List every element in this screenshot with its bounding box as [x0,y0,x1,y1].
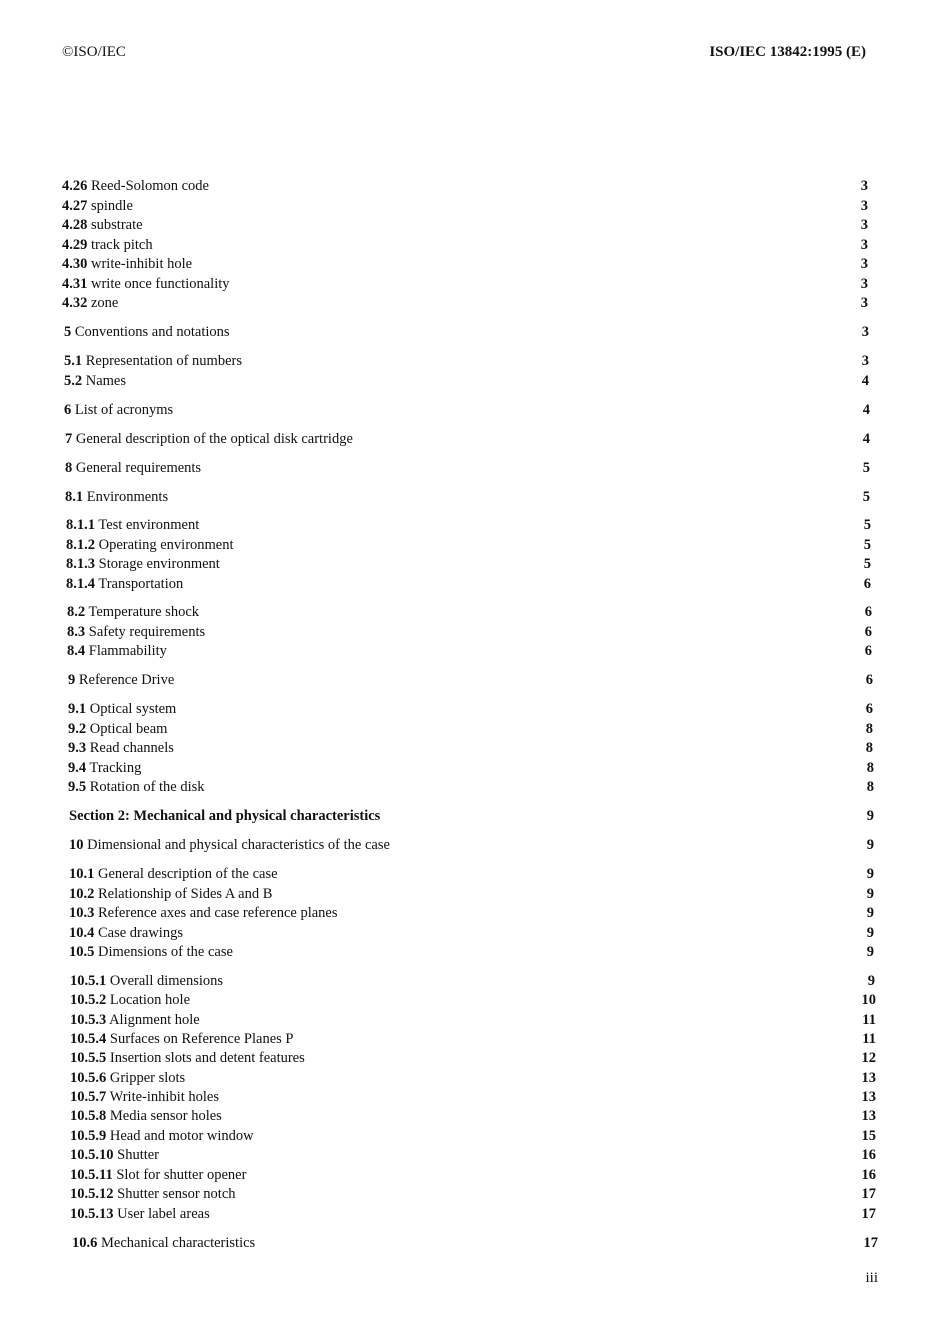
toc-entry-page: 9 [866,808,874,824]
toc-entry-label [67,622,205,642]
toc-entry-number: 10.5.1 [70,973,107,989]
toc-entry-title: General requirements [75,460,202,476]
toc-entry-title: Case drawings [98,925,183,941]
toc-entry-page: 6 [864,643,872,659]
toc-entry-label [69,864,278,884]
toc-entry-page: 3 [860,276,868,292]
toc-entry[interactable] [0,835,950,855]
toc-entry-page: 6 [865,672,873,688]
toc-entry-page: 13 [861,1108,876,1124]
toc-entry-page: 4 [862,402,870,418]
toc-entry-title: Tracking [89,760,142,776]
toc-entry-label [66,574,183,594]
toc-entry[interactable] [0,1184,950,1204]
header-org: ISO/IEC [73,44,126,60]
toc-entry-label [69,835,390,855]
toc-entry-page: 13 [861,1089,876,1105]
copyright-symbol: © [62,44,74,60]
toc-entry-label [68,758,141,778]
toc-entry-number: 8.3 [67,624,86,640]
toc-entry[interactable] [0,235,950,255]
toc-entry[interactable] [0,322,950,342]
toc-entry-page: 5 [863,517,871,533]
toc-entry[interactable] [0,1145,950,1165]
toc-entry-page: 13 [861,1070,876,1086]
toc-entry-label [67,602,199,622]
toc-entry-title: Surfaces on Reference Planes P [109,1031,294,1047]
toc-entry-number: 9.2 [68,721,87,737]
toc-entry-title: Location hole [109,992,191,1008]
toc-entry[interactable] [0,400,950,420]
toc-entry-label [70,1087,219,1107]
toc-entry-title: write-inhibit hole [91,256,193,272]
toc-entry-page: 11 [862,1031,876,1047]
toc-entry-label [72,1233,255,1253]
toc-entry-label [70,1165,246,1185]
toc-entry-number: 10.5.7 [70,1089,107,1105]
toc-entry-number: 8.4 [67,643,86,659]
toc-entry-number: 10.5.13 [70,1206,114,1222]
toc-entry-number: 8.1.4 [66,576,95,592]
toc-entry[interactable] [0,806,950,826]
toc-entry-label [67,641,167,661]
toc-entry[interactable] [0,371,950,391]
toc-entry-page: 16 [861,1167,876,1183]
toc-entry-title: Operating environment [98,537,234,553]
toc-entry-number: 8.1 [65,489,84,505]
toc-entry-label [70,1106,222,1126]
toc-entry-label [70,1029,293,1049]
toc-entry-page: 3 [861,324,869,340]
toc-entry-number: 9.1 [68,701,87,717]
toc-entry-page: 6 [864,604,872,620]
toc-entry-page: 12 [861,1050,876,1066]
toc-entry-number: 10.2 [69,886,95,902]
toc-entry-title: Dimensional and physical characteristics of the case [87,837,390,853]
toc-entry-label [70,1048,305,1068]
toc-entry-number: 10.1 [69,866,95,882]
toc-entry-title: General description of the optical disk cartridge [75,431,353,447]
toc-entry-title: Conventions and notations [74,324,230,340]
toc-entry-title: Insertion slots and detent features [109,1050,305,1066]
toc-entry[interactable] [0,351,950,371]
toc-entry-page: 3 [860,295,868,311]
toc-entry-number: 10.5.10 [70,1147,114,1163]
toc-entry-label [69,806,380,826]
toc-entry[interactable] [0,699,950,719]
toc-entry-page: 3 [860,237,868,253]
toc-entry-title: Shutter sensor notch [117,1186,236,1202]
toc-entry-label [62,274,230,294]
toc-entry-page: 3 [860,198,868,214]
toc-entry[interactable] [0,1204,950,1224]
toc-entry-number: 5.2 [64,373,83,389]
toc-entry-label [64,400,173,420]
toc-entry[interactable] [0,274,950,294]
toc-entry-number: 10.5.3 [70,1012,107,1028]
toc-entry-title: Head and motor window [109,1128,254,1144]
toc-entry-title: spindle [91,198,133,214]
toc-entry-page: 8 [865,740,873,756]
toc-entry-title: Gripper slots [109,1070,186,1086]
toc-entry-page: 16 [861,1147,876,1163]
toc-entry-number: 4.31 [62,276,88,292]
toc-entry-number: 4.30 [62,256,88,272]
toc-entry-page: 15 [861,1128,876,1144]
toc-entry[interactable] [0,884,950,904]
toc-entry-number: 5.1 [64,353,83,369]
toc-entry-label [70,1184,236,1204]
toc-entry-title: General description of the case [98,866,278,882]
toc-entry[interactable] [0,176,950,196]
toc-entry-title: Relationship of Sides A and B [98,886,273,902]
toc-entry-number: 8 [65,460,73,476]
toc-entry-title: Rotation of the disk [89,779,205,795]
toc-entry-title: List of acronyms [74,402,174,418]
header-left [62,44,126,61]
toc-entry-label [68,670,174,690]
toc-entry[interactable] [0,670,950,690]
toc-entry[interactable] [0,864,950,884]
header-standard-id: ISO/IEC 13842:1995 (E) [709,44,866,60]
toc-entry-label [69,942,233,962]
toc-entry-label [65,458,201,478]
toc-entry-page: 8 [866,760,874,776]
toc-entry-label [66,554,220,574]
toc-entry-page: 10 [861,992,876,1008]
toc-entry-number: 9.5 [68,779,87,795]
toc-entry-number: 10.5.9 [70,1128,107,1144]
toc-entry-label [69,923,183,943]
toc-entry-title: Shutter [117,1147,160,1163]
toc-entry-page: 9 [866,866,874,882]
toc-entry-title: Safety requirements [88,624,206,640]
toc-entry-title: zone [91,295,119,311]
toc-entry-label [64,371,126,391]
toc-entry-title: Dimensions of the case [98,944,233,960]
toc-entry-number: 10.5.8 [70,1108,107,1124]
toc-entry-number: 4.28 [62,217,88,233]
toc-entry[interactable] [0,1165,950,1185]
toc-entry-page: 8 [866,779,874,795]
toc-entry-label [68,719,167,739]
toc-entry-label [65,429,353,449]
toc-entry-page: 5 [862,489,870,505]
page-number: iii [865,1270,878,1286]
toc-entry-label [70,971,223,991]
toc-entry-number: 4.27 [62,198,88,214]
toc-entry-page: 4 [861,373,869,389]
toc-entry-label [70,990,190,1010]
toc-entry-label [62,293,118,313]
toc-entry-number: 4.29 [62,237,88,253]
toc-entry-number: 10.5.6 [70,1070,107,1086]
toc-entry-number: 10 [69,837,84,853]
toc-entry-label [62,254,192,274]
toc-entry-label [70,1010,200,1030]
toc-entry-label [68,777,205,797]
toc-entry-page: 5 [863,537,871,553]
toc-entry[interactable] [0,429,950,449]
toc-entry-page: 11 [862,1012,876,1028]
toc-entry-title: Storage environment [98,556,220,572]
toc-entry-page: 3 [860,217,868,233]
toc-entry[interactable] [0,641,950,661]
toc-entry[interactable] [0,1010,950,1030]
toc-entry[interactable] [0,602,950,622]
toc-entry[interactable] [0,777,950,797]
toc-entry-page: 3 [861,353,869,369]
toc-entry-number: 9.4 [68,760,87,776]
toc-entry-label [70,1126,254,1146]
toc-entry-title: Reed-Solomon code [91,178,209,194]
toc-entry-page: 5 [863,556,871,572]
toc-entry-label [65,487,168,507]
toc-entry-page: 9 [866,944,874,960]
toc-entry-label [62,215,143,235]
toc-entry[interactable] [0,554,950,574]
toc-entry-page: 17 [861,1206,876,1222]
toc-entry-number: 10.5.5 [70,1050,107,1066]
toc-entry-title: Mechanical characteristics [101,1235,256,1251]
toc-entry[interactable] [0,196,950,216]
toc-entry-label [69,903,338,923]
toc-entry-label [69,884,272,904]
toc-entry[interactable] [0,254,950,274]
toc-entry-number: 8.1.3 [66,556,95,572]
toc-entry-number: 10.5.2 [70,992,107,1008]
toc-entry-page: 6 [864,624,872,640]
toc-entry[interactable] [0,1068,950,1088]
toc-entry-number: 7 [65,431,73,447]
toc-entry-number: 10.3 [69,905,95,921]
toc-entry-number: 5 [64,324,72,340]
toc-entry[interactable] [0,923,950,943]
toc-entry-label [66,535,234,555]
toc-entry-number: 4.26 [62,178,88,194]
toc-entry-label [68,699,176,719]
toc-entry[interactable] [0,458,950,478]
toc-entry[interactable] [0,293,950,313]
toc-entry-title: write once functionality [91,276,230,292]
toc-entry-page: 6 [863,576,871,592]
toc-entry-label [64,351,242,371]
toc-entry-title: Temperature shock [88,604,200,620]
toc-entry-title: Read channels [89,740,174,756]
toc-entry[interactable] [0,574,950,594]
toc-entry-number: 4.32 [62,295,88,311]
toc-entry-page: 17 [863,1235,878,1251]
toc-entry-page: 5 [862,460,870,476]
toc-entry[interactable] [0,1048,950,1068]
toc-entry[interactable] [0,1029,950,1049]
toc-entry-title: Optical beam [89,721,168,737]
toc-entry-page: 3 [860,178,868,194]
toc-entry-number: 6 [64,402,72,418]
toc-entry-label [70,1068,185,1088]
toc-entry-title: substrate [91,217,143,233]
toc-entry[interactable] [0,1087,950,1107]
toc-entry-number: 9 [68,672,76,688]
toc-entry[interactable] [0,215,950,235]
toc-entry-number: 10.6 [72,1235,98,1251]
toc-entry-label [64,322,230,342]
toc-entry-title: Transportation [98,576,184,592]
toc-entry-label [70,1204,210,1224]
toc-entry-title: Slot for shutter opener [116,1167,247,1183]
toc-entry[interactable] [0,535,950,555]
toc-entry-page: 6 [865,701,873,717]
toc-entry[interactable] [0,622,950,642]
toc-entry[interactable] [0,515,950,535]
toc-entry-label [62,196,133,216]
toc-entry-page: 8 [865,721,873,737]
toc-entry[interactable] [0,1126,950,1146]
toc-entry[interactable] [0,1106,950,1126]
toc-entry-page: 9 [866,925,874,941]
toc-entry-title: Overall dimensions [109,973,224,989]
toc-entry[interactable] [0,487,950,507]
toc-entry-title: Reference axes and case reference planes [98,905,338,921]
toc-entry-label [62,176,209,196]
toc-entry-title: track pitch [91,237,153,253]
toc-entry-number: 9.3 [68,740,87,756]
toc-entry[interactable] [0,942,950,962]
toc-entry-number: 8.2 [67,604,86,620]
toc-entry-title: Section 2: Mechanical and physical characteristics [69,808,381,824]
toc-entry-number: 10.5.12 [70,1186,114,1202]
toc-entry-title: Media sensor holes [109,1108,222,1124]
toc-entry-title: Reference Drive [78,672,175,688]
toc-entry[interactable] [0,1233,950,1253]
toc-entry-title: Flammability [88,643,167,659]
toc-entry-title: Names [85,373,127,389]
toc-entry[interactable] [0,903,950,923]
toc-entry-page: 9 [866,905,874,921]
toc-entry-label [66,515,199,535]
toc-entry-label [62,235,153,255]
toc-entry-number: 10.4 [69,925,95,941]
toc-entry-page: 17 [861,1186,876,1202]
toc-entry-label [68,738,174,758]
toc-entry-page: 9 [867,973,875,989]
toc-entry-number: 10.5.11 [70,1167,113,1183]
toc-entry-number: 10.5 [69,944,95,960]
toc-entry-number: 8.1.2 [66,537,95,553]
toc-entry-number: 10.5.4 [70,1031,107,1047]
toc-entry-title: Alignment hole [109,1012,200,1028]
toc-entry[interactable] [0,738,950,758]
toc-entry-page: 4 [862,431,870,447]
toc-entry-title: Optical system [89,701,177,717]
toc-entry-label [70,1145,159,1165]
toc-entry-title: Environments [86,489,169,505]
toc-entry[interactable] [0,719,950,739]
toc-entry-title: Test environment [98,517,200,533]
toc-entry-page: 9 [866,886,874,902]
toc-entry-number: 8.1.1 [66,517,95,533]
toc-entry[interactable] [0,990,950,1010]
toc-entry-title: Write-inhibit holes [109,1089,219,1105]
toc-entry[interactable] [0,971,950,991]
toc-entry-title: User label areas [117,1206,210,1222]
toc-entry-page: 3 [860,256,868,272]
toc-entry[interactable] [0,758,950,778]
toc-entry-page: 9 [866,837,874,853]
toc-entry-title: Representation of numbers [85,353,242,369]
